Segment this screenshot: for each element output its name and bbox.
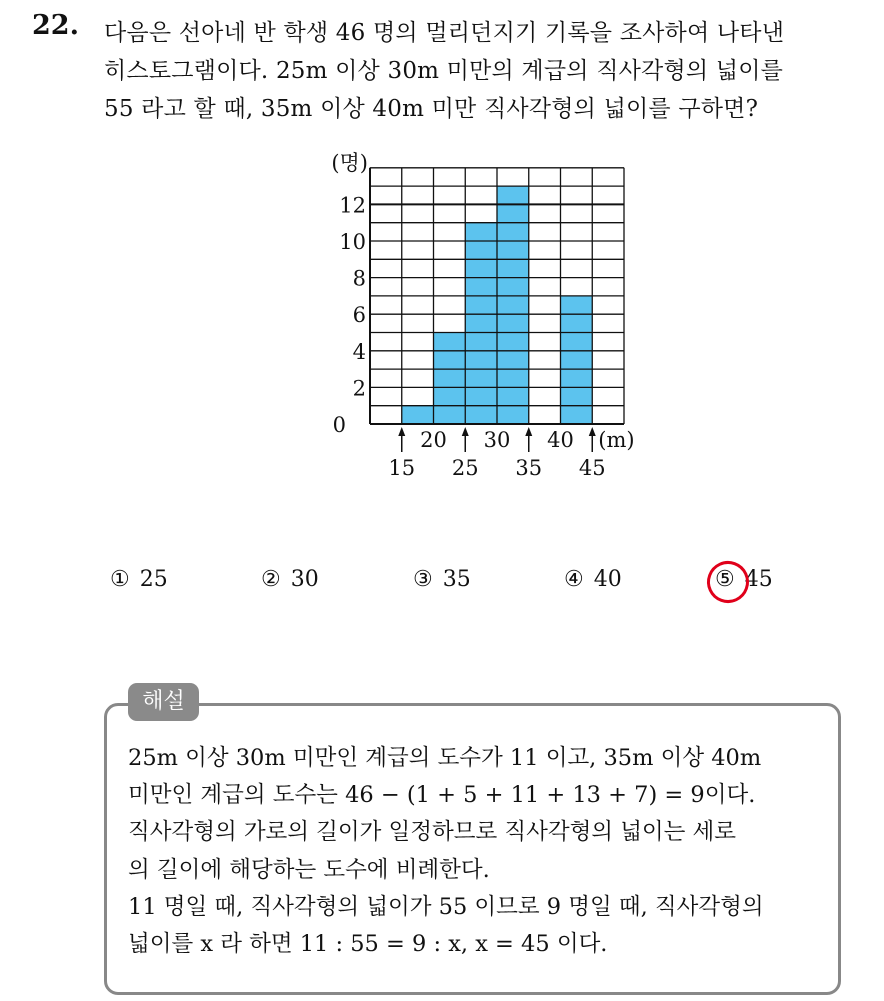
y-tick-label: 6 xyxy=(352,303,366,328)
option-1[interactable]: ① 25 xyxy=(110,567,168,592)
option-3[interactable]: ③ 35 xyxy=(413,567,471,592)
option-5[interactable]: ⑤ 45 xyxy=(715,567,773,592)
x-axis-unit-label: (m) xyxy=(598,428,635,452)
solution-line-3: 직사각형의 가로의 길이가 일정하므로 직사각형의 넓이는 세로 xyxy=(128,819,737,845)
x-tick-arrow-head xyxy=(589,427,596,436)
solution-line-4: 의 길이에 해당하는 도수에 비례한다. xyxy=(128,857,490,883)
x-lower-tick-label: 15 xyxy=(388,456,416,480)
x-lower-tick-label: 25 xyxy=(451,456,479,480)
solution-line-6: 넓이를 x 라 하면 11 : 55 = 9 : x, x = 45 이다. xyxy=(128,931,608,957)
y-tick-label: 2 xyxy=(352,376,366,401)
question-text-line-1: 다음은 선아네 반 학생 46 명의 멀리던지기 기록을 조사하여 나타낸 xyxy=(104,20,785,46)
question-text-line-2: 히스토그램이다. 25m 이상 30m 미만의 계급의 직사각형의 넓이를 xyxy=(104,58,784,84)
solution-line-1: 25m 이상 30m 미만인 계급의 도수가 11 이고, 35m 이상 40m xyxy=(128,745,762,771)
solution-line-5: 11 명일 때, 직사각형의 넓이가 55 이므로 9 명일 때, 직사각형의 xyxy=(128,894,764,920)
x-tick-arrow-head xyxy=(525,427,532,436)
x-upper-tick-label: 20 xyxy=(420,428,447,452)
x-upper-tick-label: 40 xyxy=(547,428,574,452)
x-tick-arrow-head xyxy=(398,427,405,436)
y-tick-label: 0 xyxy=(332,413,346,437)
histogram-bar-25-30 xyxy=(465,223,497,424)
x-lower-tick-label: 35 xyxy=(515,456,543,480)
option-4[interactable]: ④ 40 xyxy=(564,567,622,592)
y-tick-label: 10 xyxy=(339,230,366,254)
solution-tag: 해설 xyxy=(128,683,199,721)
y-tick-label: 8 xyxy=(352,266,366,291)
x-upper-tick-label: 30 xyxy=(483,428,511,452)
answer-circle-mark xyxy=(701,555,755,609)
histogram-bar-30-35 xyxy=(497,186,529,424)
question-number: 22. xyxy=(32,10,79,41)
histogram-bar-15-20 xyxy=(402,406,434,424)
histogram-bar-40-45 xyxy=(561,296,593,424)
option-2[interactable]: ② 30 xyxy=(261,567,319,592)
histogram-bar-20-25 xyxy=(434,333,466,425)
solution-line-2: 미만인 계급의 도수는 46 − (1 + 5 + 11 + 13 + 7) = 9이다. xyxy=(128,782,756,808)
y-tick-label: 4 xyxy=(352,339,366,364)
question-text-line-3: 55 라고 할 때, 35m 이상 40m 미만 직사각형의 넓이를 구하면? xyxy=(104,96,759,122)
x-tick-arrow-head xyxy=(462,427,469,436)
y-axis-unit-label: (명) xyxy=(331,150,368,175)
y-tick-label: 12 xyxy=(339,193,366,218)
x-lower-tick-label: 45 xyxy=(578,456,606,480)
